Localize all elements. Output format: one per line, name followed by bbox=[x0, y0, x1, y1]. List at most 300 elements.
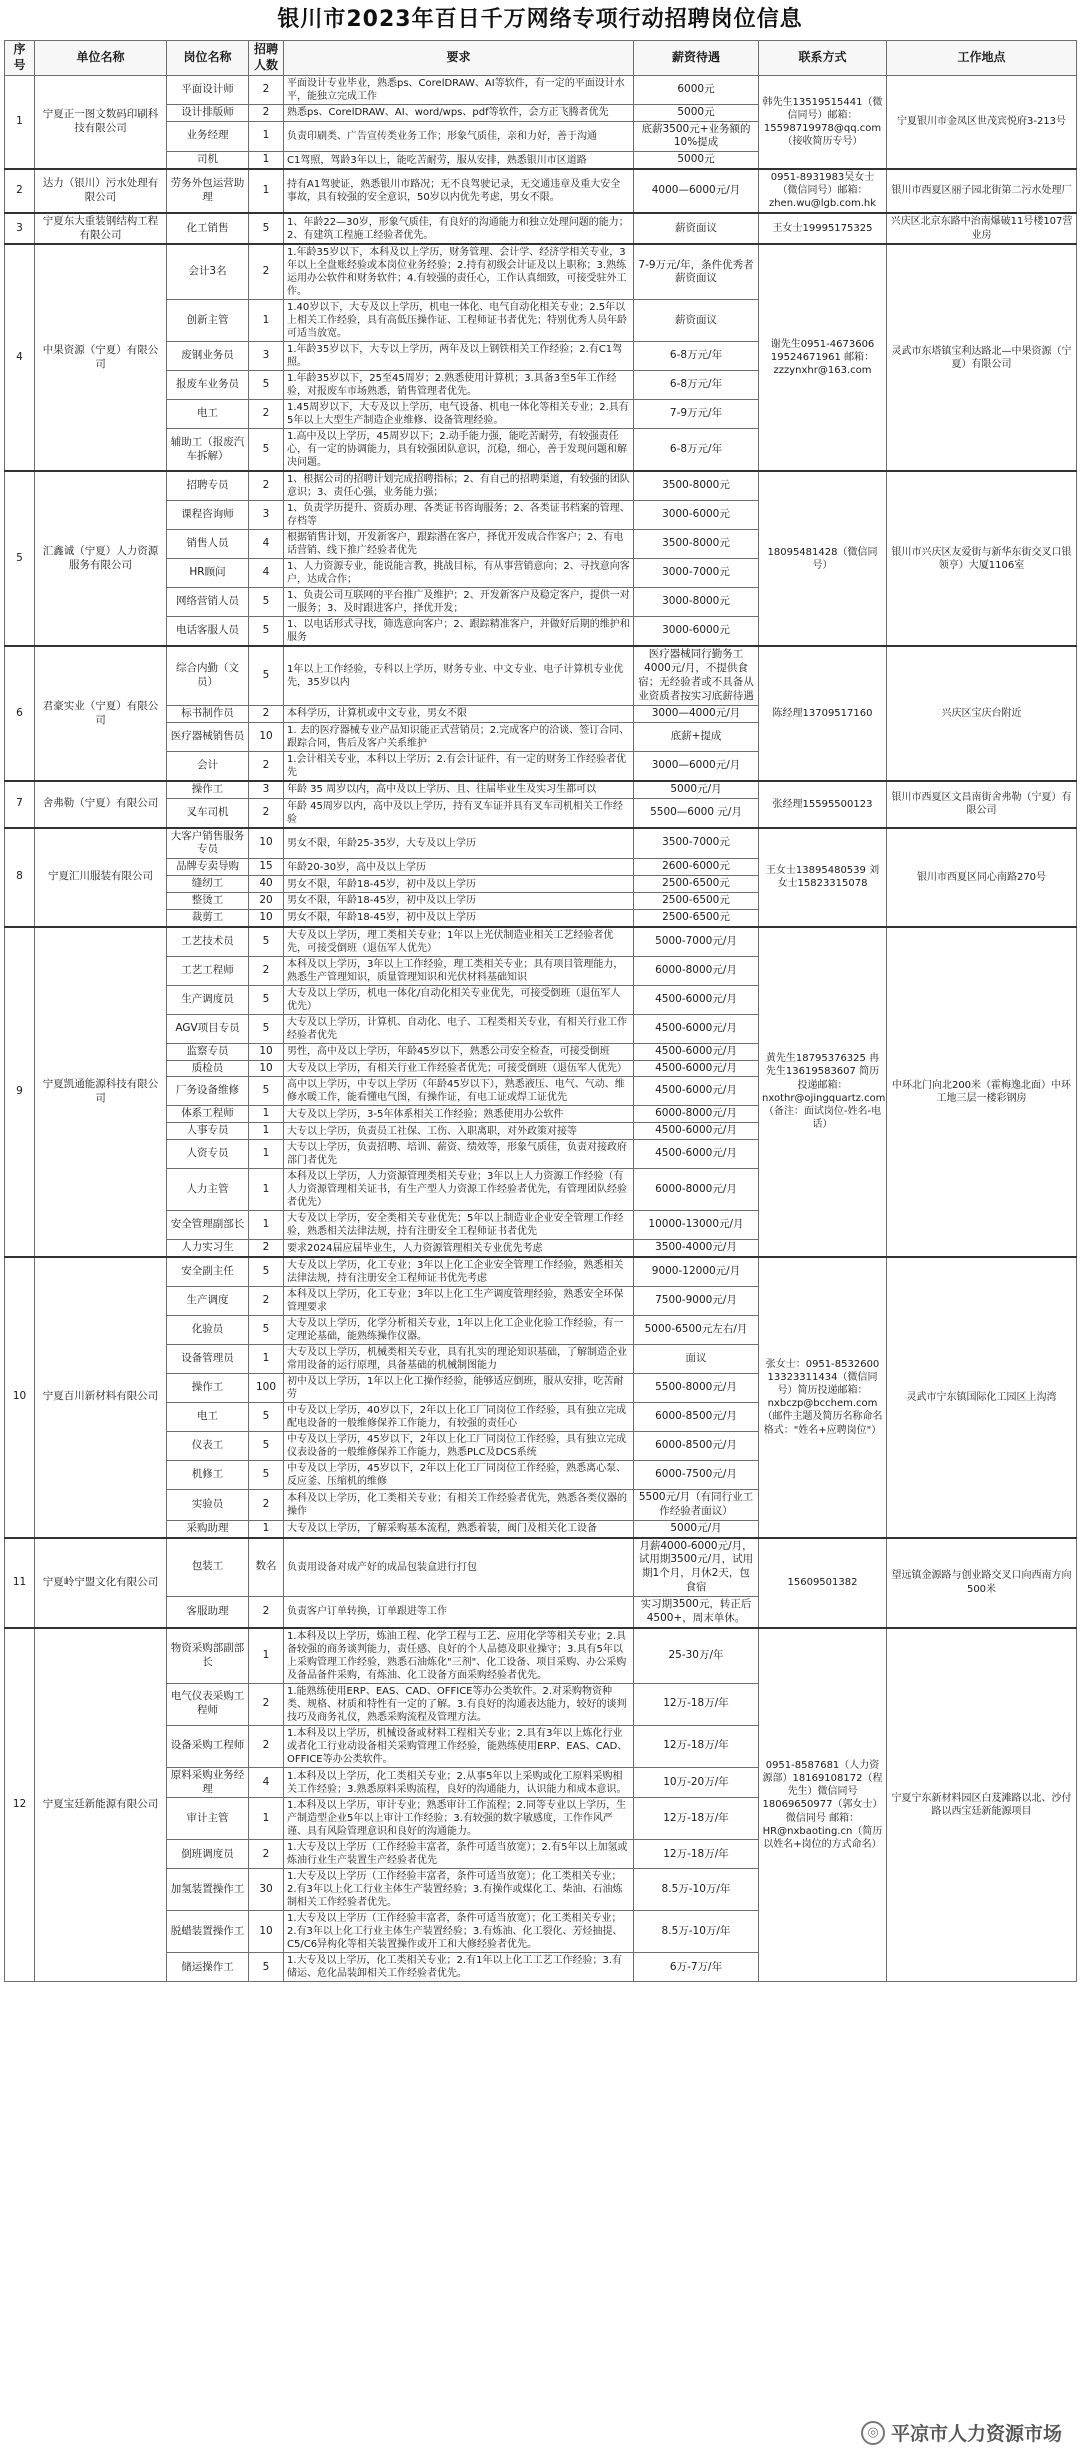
contact-info: 0951-8587681（人力资源部）18169108172（程先生）微信同号 18069650977（郭女士）微信同号 邮箱：HR@nxbaoting.cn（简历以姓名+岗位的方式命名） bbox=[759, 1628, 887, 1982]
job-title: 业务经理 bbox=[167, 121, 249, 152]
salary: 5500元/月（有同行业工作经验者面议） bbox=[634, 1489, 759, 1520]
job-title: 生产调度员 bbox=[167, 985, 249, 1014]
salary: 4500-6000元/月 bbox=[634, 1140, 759, 1169]
watermark-text: 平凉市人力资源市场 bbox=[890, 2423, 1062, 2445]
hire-count: 5 bbox=[249, 1431, 284, 1460]
salary: 6-8万元/年 bbox=[634, 342, 759, 371]
job-title: 客服助理 bbox=[167, 1597, 249, 1628]
hire-count: 2 bbox=[249, 400, 284, 429]
job-requirements: 大专及以上学历，机械类相关专业，具有扎实的理论知识基础，了解制造企业常用设备的运行原理，具备基础的机械制图能力 bbox=[284, 1344, 634, 1373]
job-title: 创新主管 bbox=[167, 300, 249, 342]
job-title: 整烫工 bbox=[167, 892, 249, 909]
hire-count: 5 bbox=[249, 1460, 284, 1489]
work-location: 兴庆区宝庆台附近 bbox=[887, 646, 1077, 780]
job-title: 原料采购业务经理 bbox=[167, 1767, 249, 1798]
job-requirements: 1.高中及以上学历，45周岁以下；2.动手能力强，能吃苦耐劳，有较强责任心，有一定的协调能力，具有较强团队意识，沉稳，细心，善于发现问题和解决问题。 bbox=[284, 429, 634, 472]
salary: 3500-4000元/月 bbox=[634, 1240, 759, 1257]
column-header: 单位名称 bbox=[35, 41, 167, 76]
salary: 6000-8500元/月 bbox=[634, 1402, 759, 1431]
salary: 9000-12000元/月 bbox=[634, 1257, 759, 1287]
job-title: 电话客服人员 bbox=[167, 617, 249, 647]
hire-count: 10 bbox=[249, 1043, 284, 1060]
job-requirements: 年龄 35 周岁以内，高中及以上学历、且、往届毕业生及实习生都可以 bbox=[284, 781, 634, 798]
hire-count: 4 bbox=[249, 530, 284, 559]
job-title: 工艺工程师 bbox=[167, 956, 249, 985]
job-title: 人事专员 bbox=[167, 1123, 249, 1140]
job-requirements: 根据销售计划，开发新客户，跟踪潜在客户，择优开发成合作客户；2、有电话营销、线下推广经验者优先 bbox=[284, 530, 634, 559]
job-title: 设计排版师 bbox=[167, 104, 249, 121]
job-requirements: 年龄 45周岁以内，高中及以上学历，持有叉车证并具有叉车司机相关工作经验 bbox=[284, 798, 634, 828]
salary: 面议 bbox=[634, 1344, 759, 1373]
salary: 3000—6000元/月 bbox=[634, 751, 759, 781]
hire-count: 3 bbox=[249, 781, 284, 798]
salary: 5500—6000 元/月 bbox=[634, 798, 759, 828]
job-title: 叉车司机 bbox=[167, 798, 249, 828]
work-location: 宁夏银川市金凤区世茂宾悦府3-213号 bbox=[887, 75, 1077, 169]
hire-count: 15 bbox=[249, 859, 284, 876]
job-title: 安全副主任 bbox=[167, 1257, 249, 1287]
hire-count: 1 bbox=[249, 121, 284, 152]
row-number: 12 bbox=[5, 1628, 35, 1982]
job-requirements: 男女不限，年龄25-35岁，大专及以上学历 bbox=[284, 828, 634, 859]
job-requirements: 平面设计专业毕业，熟悉ps、CorelDRAW、AI等软件，有一定的平面设计水平，能独立完成工作 bbox=[284, 75, 634, 104]
work-location: 银川市西夏区文昌南街舍弗勒（宁夏）有限公司 bbox=[887, 781, 1077, 828]
salary: 8.5万-10万/年 bbox=[634, 1869, 759, 1911]
job-title: AGV项目专员 bbox=[167, 1014, 249, 1043]
salary: 6-8万元/年 bbox=[634, 429, 759, 472]
column-header: 要求 bbox=[284, 41, 634, 76]
row-number: 10 bbox=[5, 1257, 35, 1538]
hire-count: 1 bbox=[249, 1211, 284, 1240]
salary: 薪资面议 bbox=[634, 213, 759, 245]
job-requirements: 负责印刷类、广告宣传类业务工作；形象气质佳，亲和力好，善于沟通 bbox=[284, 121, 634, 152]
contact-info: 王女士19995175325 bbox=[759, 213, 887, 245]
hire-count: 5 bbox=[249, 1315, 284, 1344]
job-requirements: 大专及以上学历，理工类相关专业；1年以上光伏制造业相关工艺经验者优先，可接受倒班（退伍军人优先） bbox=[284, 927, 634, 957]
job-requirements: 1.年龄35岁以下，25至45周岁；2.熟悉使用计算机；3.具备3至5年工作经验，对报废车市场熟悉，销售管理者优先。 bbox=[284, 371, 634, 400]
salary: 4500-6000元/月 bbox=[634, 1014, 759, 1043]
job-title: 实验员 bbox=[167, 1489, 249, 1520]
job-title: 电气仪表采购工程师 bbox=[167, 1683, 249, 1725]
hire-count: 5 bbox=[249, 617, 284, 647]
job-requirements: 1.45周岁以下，大专及以上学历，电气设备、机电一体化等相关专业；2.具有5年以上大型生产制造企业维修、设备管理经验。 bbox=[284, 400, 634, 429]
job-title: 倒班调度员 bbox=[167, 1840, 249, 1869]
salary: 2500-6500元 bbox=[634, 909, 759, 926]
job-title: 品牌专卖导购 bbox=[167, 859, 249, 876]
salary: 12万-18万/年 bbox=[634, 1725, 759, 1767]
job-title: 电工 bbox=[167, 1402, 249, 1431]
job-requirements: 中专及以上学历，45岁以下，2年以上化工厂同岗位工作经验，熟悉离心泵、反应釜、压缩机的维修 bbox=[284, 1460, 634, 1489]
contact-info: 0951-8931983吴女士（微信同号）邮箱：zhen.wu@lgb.com.hk bbox=[759, 169, 887, 213]
job-requirements: 1、负责学历提升、资质办理、各类证书咨询服务；2、各类证书档案的管理、存档等 bbox=[284, 501, 634, 530]
row-number: 5 bbox=[5, 471, 35, 646]
hire-count: 2 bbox=[249, 1286, 284, 1315]
salary: 3000-8000元 bbox=[634, 588, 759, 617]
job-title: 标书制作员 bbox=[167, 705, 249, 722]
salary: 5000元/月 bbox=[634, 781, 759, 798]
job-title: 会计3名 bbox=[167, 244, 249, 300]
job-requirements: 1、人力资源专业，能说能言教，挑战目标，有从事营销意向；2、寻找意向客户，达成合作； bbox=[284, 559, 634, 588]
job-title: 化工销售 bbox=[167, 213, 249, 245]
contact-info: 谢先生0951-4673606 19524671961 邮箱：zzzynxhr@163.com bbox=[759, 244, 887, 471]
company-name: 汇鑫诚（宁夏）人力资源服务有限公司 bbox=[35, 471, 167, 646]
contact-info: 15609501382 bbox=[759, 1538, 887, 1628]
hire-count: 2 bbox=[249, 1240, 284, 1257]
salary: 2500-6500元 bbox=[634, 892, 759, 909]
job-listing-document bbox=[4, 0, 1076, 1982]
hire-count: 30 bbox=[249, 1869, 284, 1911]
job-requirements: 1.能熟练使用ERP、EAS、CAD、OFFICE等办公类软件。2.对采购物资种类、规格、材质和特性有一定的了解。3.有良好的沟通表达能力，较好的谈判技巧及商务礼仪，熟悉采购流程及管理方法。 bbox=[284, 1683, 634, 1725]
hire-count: 2 bbox=[249, 1683, 284, 1725]
company-name: 宁夏汇川服装有限公司 bbox=[35, 828, 167, 927]
job-title: 设备管理员 bbox=[167, 1344, 249, 1373]
hire-count: 2 bbox=[249, 1725, 284, 1767]
job-requirements: 大专及以上学历，有相关行业工作经验者优先；可接受倒班（退伍军人优先） bbox=[284, 1060, 634, 1077]
hire-count: 2 bbox=[249, 705, 284, 722]
job-requirements: 大专及以上学历，机电一体化/自动化相关专业优先，可接受倒班（退伍军人优先） bbox=[284, 985, 634, 1014]
company-name: 宁夏宝廷新能源有限公司 bbox=[35, 1628, 167, 1982]
contact-info: 黄先生18795376325 冉先生13619583607 简历投递邮箱：nxothr@ojingquartz.com（备注：面试岗位-姓名-电话） bbox=[759, 927, 887, 1257]
hire-count: 5 bbox=[249, 646, 284, 705]
table-row bbox=[5, 646, 1077, 705]
job-requirements: 本科及以上学历，3年以上工作经验，理工类相关专业；具有项目管理能力，熟悉生产管理知识，质量管理知识和光伏材料基础知识 bbox=[284, 956, 634, 985]
job-table bbox=[4, 40, 1077, 1982]
company-name: 宁夏岭宁盟文化有限公司 bbox=[35, 1538, 167, 1628]
salary: 10万-20万/年 bbox=[634, 1767, 759, 1798]
hire-count: 10 bbox=[249, 828, 284, 859]
job-requirements: 男性，高中及以上学历，年龄45岁以下，熟悉公司安全检查，可接受倒班 bbox=[284, 1043, 634, 1060]
job-title: 大客户销售服务专员 bbox=[167, 828, 249, 859]
hire-count: 2 bbox=[249, 956, 284, 985]
job-title: 医疗器械销售员 bbox=[167, 722, 249, 751]
salary: 5000元 bbox=[634, 152, 759, 169]
job-title: 人力主管 bbox=[167, 1169, 249, 1211]
job-requirements: 中专及以上学历，40岁以下，2年以上化工厂同岗位工作经验，具有独立完成配电设备的一般维修保养工作能力，有较强的责任心 bbox=[284, 1402, 634, 1431]
salary: 月薪4000-6000元/月，试用期3500元/月，试用期1个月，月休2天，包食宿 bbox=[634, 1538, 759, 1597]
row-number: 11 bbox=[5, 1538, 35, 1628]
job-title: 电工 bbox=[167, 400, 249, 429]
contact-info: 张女士：0951-8532600 13323311434（微信同号）简历投递邮箱：nxbczp@bcchem.com（邮件主题及简历名称命名格式："姓名+应聘岗位"） bbox=[759, 1257, 887, 1538]
job-title: 质检员 bbox=[167, 1060, 249, 1077]
job-requirements: 熟悉ps、CorelDRAW、AI、word/wps、pdf等软件，会方正飞腾者优先 bbox=[284, 104, 634, 121]
salary: 医疗器械同行勤务工4000元/月，不提供食宿；无经验者或不具备从业资质者按实习底薪待遇 bbox=[634, 646, 759, 705]
job-title: 化验员 bbox=[167, 1315, 249, 1344]
job-requirements: 1.本科及以上学历，炼油工程、化学工程与工艺、应用化学等相关专业；2.具备较强的商务谈判能力，责任感、良好的个人品德及职业操守；3.具有5年以上采购管理工作经验，熟悉石油炼化"三剂"、化工设备、项目采购、办公采购及备品备件采购，有炼油、化工设备方面采购经验者优先。 bbox=[284, 1628, 634, 1684]
row-number: 7 bbox=[5, 781, 35, 828]
job-requirements: 高中以上学历，中专以上学历（年龄45岁以下），熟悉液压、电气、气动、维修水暖工作，能看懂电气图，有操作证，有电工证或焊工证优先 bbox=[284, 1077, 634, 1106]
table-row bbox=[5, 927, 1077, 957]
job-title: 网络营销人员 bbox=[167, 588, 249, 617]
job-requirements: C1驾照，驾龄3年以上，能吃苦耐劳，服从安排，熟悉银川市区道路 bbox=[284, 152, 634, 169]
row-number: 3 bbox=[5, 213, 35, 245]
row-number: 1 bbox=[5, 75, 35, 169]
salary: 12万-18万/年 bbox=[634, 1840, 759, 1869]
table-row bbox=[5, 169, 1077, 213]
salary: 6000-8000元/月 bbox=[634, 1169, 759, 1211]
table-body bbox=[5, 75, 1077, 1982]
job-requirements: 大专及以上学历，化学分析相关专业，1年以上化工企业化验工作经验，有一定理论基础，能熟练操作仪器。 bbox=[284, 1315, 634, 1344]
job-title: 综合内勤（文员） bbox=[167, 646, 249, 705]
contact-info: 陈经理13709517160 bbox=[759, 646, 887, 780]
salary: 5000-7000元/月 bbox=[634, 927, 759, 957]
row-number: 6 bbox=[5, 646, 35, 780]
hire-count: 数名 bbox=[249, 1538, 284, 1597]
hire-count: 10 bbox=[249, 1911, 284, 1953]
job-title: HR顾问 bbox=[167, 559, 249, 588]
work-location: 灵武市宁东镇国际化工园区上沟湾 bbox=[887, 1257, 1077, 1538]
hire-count: 100 bbox=[249, 1373, 284, 1402]
company-name: 宁夏东大重装钢结构工程有限公司 bbox=[35, 213, 167, 245]
salary: 6000-7500元/月 bbox=[634, 1460, 759, 1489]
work-location: 银川市西夏区丽子园北街第二污水处理厂 bbox=[887, 169, 1077, 213]
job-title: 厂务设备维修 bbox=[167, 1077, 249, 1106]
job-requirements: 负责用设备对成产好的成品包装盒进行打包 bbox=[284, 1538, 634, 1597]
salary: 7-9万元/年，条件优秀者薪资面议 bbox=[634, 244, 759, 300]
table-row bbox=[5, 1628, 1077, 1684]
job-requirements: 1.本科及以上学历，审计专业；熟悉审计工作流程；2.同等专业以上学历，生产制造型企业5年以上审计工作经验；3.有较强的数字敏感度，工作作风严谨、具有风险管理意识和良好的沟通能力。 bbox=[284, 1798, 634, 1840]
hire-count: 2 bbox=[249, 751, 284, 781]
job-title: 平面设计师 bbox=[167, 75, 249, 104]
hire-count: 5 bbox=[249, 1402, 284, 1431]
table-row bbox=[5, 828, 1077, 859]
salary: 薪资面议 bbox=[634, 300, 759, 342]
salary: 7500-9000元/月 bbox=[634, 1286, 759, 1315]
job-requirements: 大专及以上学历，安全类相关专业优先；5年以上制造业企业安全管理工作经验，熟悉相关法律法规，持有注册安全工程师证书者优先 bbox=[284, 1211, 634, 1240]
salary: 底薪+提成 bbox=[634, 722, 759, 751]
salary: 6万-7万/年 bbox=[634, 1953, 759, 1982]
row-number: 4 bbox=[5, 244, 35, 471]
column-header: 岗位名称 bbox=[167, 41, 249, 76]
work-location: 银川市兴庆区友爱街与新华东街交叉口银领亨）大厦1106室 bbox=[887, 471, 1077, 646]
table-row bbox=[5, 75, 1077, 104]
salary: 4500-6000元/月 bbox=[634, 1043, 759, 1060]
job-title: 设备采购工程师 bbox=[167, 1725, 249, 1767]
hire-count: 4 bbox=[249, 1767, 284, 1798]
table-row bbox=[5, 1538, 1077, 1597]
job-requirements: 1.40岁以下，大专及以上学历，机电一体化、电气自动化相关专业；2.5年以上相关工作经验，具有高低压操作证、工程师证书者优先；特别优秀人员年龄可适当放宽。 bbox=[284, 300, 634, 342]
hire-count: 2 bbox=[249, 1840, 284, 1869]
salary: 5000元 bbox=[634, 104, 759, 121]
hire-count: 5 bbox=[249, 1077, 284, 1106]
company-name: 达力（银川）污水处理有限公司 bbox=[35, 169, 167, 213]
salary: 6000元 bbox=[634, 75, 759, 104]
hire-count: 3 bbox=[249, 501, 284, 530]
column-header: 联系方式 bbox=[759, 41, 887, 76]
company-name: 宁夏凯通能源科技有限公司 bbox=[35, 927, 167, 1257]
job-requirements: 1、以电话形式寻找，筛选意向客户；2、跟踪精准客户，并做好后期的维护和服务 bbox=[284, 617, 634, 647]
job-title: 会计 bbox=[167, 751, 249, 781]
job-requirements: 1.大专及以上学历（工作经验丰富者，条件可适当放宽）；化工类相关专业；2.有3年以上化工行业主体生产装置经验；3.有操作或煤化工、柴油、石油炼制相关工作经验者优先。 bbox=[284, 1869, 634, 1911]
salary: 6000-8500元/月 bbox=[634, 1431, 759, 1460]
job-requirements: 大专及以上学历，了解采购基本流程，熟悉着装，阀门及相关化工设备 bbox=[284, 1520, 634, 1537]
salary: 3500-7000元 bbox=[634, 828, 759, 859]
job-requirements: 负责客户订单转换，订单跟进等工作 bbox=[284, 1597, 634, 1628]
table-header-row bbox=[5, 41, 1077, 76]
hire-count: 1 bbox=[249, 1106, 284, 1123]
work-location: 兴庆区北京东路中治南爆破11号楼107营业房 bbox=[887, 213, 1077, 245]
hire-count: 5 bbox=[249, 985, 284, 1014]
job-requirements: 1.本科及以上学历，化工类相关专业；2.从事5年以上采购或化工原料采购相关工作经验；3.熟悉原料采购流程，良好的沟通能力，认识能力和成本意识。 bbox=[284, 1767, 634, 1798]
salary: 8.5万-10万/年 bbox=[634, 1911, 759, 1953]
job-title: 工艺技术员 bbox=[167, 927, 249, 957]
work-location: 中环北门向北200米（霍梅逸北面）中环工地三层一楼彩钢房 bbox=[887, 927, 1077, 1257]
table-row bbox=[5, 213, 1077, 245]
hire-count: 2 bbox=[249, 244, 284, 300]
document-title: 银川市2023年百日千万网络专项行动招聘岗位信息 bbox=[277, 7, 803, 32]
job-requirements: 年龄20-30岁，高中及以上学历 bbox=[284, 859, 634, 876]
hire-count: 1 bbox=[249, 1798, 284, 1840]
hire-count: 40 bbox=[249, 876, 284, 893]
hire-count: 2 bbox=[249, 471, 284, 501]
job-title: 劳务外包运营助理 bbox=[167, 169, 249, 213]
hire-count: 10 bbox=[249, 909, 284, 926]
job-title: 储运操作工 bbox=[167, 1953, 249, 1982]
job-requirements: 大专以上学历，负责员工社保、工伤、入职离职，对外政策对接等 bbox=[284, 1123, 634, 1140]
hire-count: 2 bbox=[249, 104, 284, 121]
job-title: 采购助理 bbox=[167, 1520, 249, 1537]
salary: 6000-8000元/月 bbox=[634, 956, 759, 985]
row-number: 8 bbox=[5, 828, 35, 927]
salary: 3000—4000元/月 bbox=[634, 705, 759, 722]
hire-count: 5 bbox=[249, 1257, 284, 1287]
job-requirements: 1.年龄35岁以下，本科及以上学历，财务管理、会计学、经济学相关专业，3年以上全盘账经验或本岗位业务经验；2.持有初级会计证及以上职称；3.熟练运用办公软件和财务软件；4.有较强的责任心，工作认真细致，可接受驻外工作。 bbox=[284, 244, 634, 300]
salary: 3000-6000元 bbox=[634, 617, 759, 647]
hire-count: 5 bbox=[249, 1953, 284, 1982]
salary: 4000—6000元/月 bbox=[634, 169, 759, 213]
salary: 4500-6000元/月 bbox=[634, 1060, 759, 1077]
job-requirements: 中专及以上学历，45岁以下，2年以上化工厂同岗位工作经验，具有独立完成仪表设备的一般维修保养工作能力，熟悉PLC及DCS系统 bbox=[284, 1431, 634, 1460]
hire-count: 4 bbox=[249, 559, 284, 588]
job-title: 监察专员 bbox=[167, 1043, 249, 1060]
salary: 5000-6500元左右/月 bbox=[634, 1315, 759, 1344]
salary: 12万-18万/年 bbox=[634, 1683, 759, 1725]
table-row bbox=[5, 781, 1077, 798]
job-title: 废钢业务员 bbox=[167, 342, 249, 371]
job-title: 缝纫工 bbox=[167, 876, 249, 893]
job-requirements: 大专及以上学历，化工专业；3年以上化工企业安全管理工作经验，熟悉相关法律法规，持有注册安全工程师证书优先考虑 bbox=[284, 1257, 634, 1287]
hire-count: 5 bbox=[249, 927, 284, 957]
hire-count: 5 bbox=[249, 429, 284, 472]
job-title: 加氢装置操作工 bbox=[167, 1869, 249, 1911]
hire-count: 2 bbox=[249, 75, 284, 104]
salary: 5500-8000元/月 bbox=[634, 1373, 759, 1402]
job-requirements: 本科及以上学历，化工专业；3年以上化工生产调度管理经验，熟悉安全环保管理要求 bbox=[284, 1286, 634, 1315]
hire-count: 1 bbox=[249, 300, 284, 342]
job-title: 脱蜡装置操作工 bbox=[167, 1911, 249, 1953]
salary: 6-8万元/年 bbox=[634, 371, 759, 400]
job-requirements: 1、年龄22—30岁，形象气质佳，有良好的沟通能力和独立处理问题的能力；2、有建筑工程施工经验者优先。 bbox=[284, 213, 634, 245]
hire-count: 1 bbox=[249, 1140, 284, 1169]
salary: 5000元/月 bbox=[634, 1520, 759, 1537]
salary: 2500-6500元 bbox=[634, 876, 759, 893]
salary: 3500-8000元 bbox=[634, 530, 759, 559]
job-requirements: 1.年龄35岁以下，大专以上学历，两年及以上钢铁相关工作经验；2.有C1驾照。 bbox=[284, 342, 634, 371]
hire-count: 5 bbox=[249, 213, 284, 245]
job-requirements: 1.大专及以上学历（工作经验丰富者，条件可适当放宽）；2.有5年以上加氢或炼油行业生产装置生产经验者优先 bbox=[284, 1840, 634, 1869]
job-requirements: 持有A1驾驶证，熟悉银川市路况；无不良驾驶记录，无交通违章及重大安全事故，具有较强的安全意识，50岁以内优先考虑，男女不限。 bbox=[284, 169, 634, 213]
job-requirements: 1、负责公司互联网的平台推广及维护；2、开发新客户及稳定客户，提供一对一服务；3、及时跟进客户，择优开发； bbox=[284, 588, 634, 617]
column-header: 序号 bbox=[5, 41, 35, 76]
salary: 4500-6000元/月 bbox=[634, 1123, 759, 1140]
contact-info: 张经理15595500123 bbox=[759, 781, 887, 828]
hire-count: 2 bbox=[249, 1489, 284, 1520]
hire-count: 20 bbox=[249, 892, 284, 909]
column-header: 工作地点 bbox=[887, 41, 1077, 76]
company-name: 中果资源（宁夏）有限公司 bbox=[35, 244, 167, 471]
row-number: 9 bbox=[5, 927, 35, 1257]
watermark bbox=[855, 2417, 1068, 2448]
job-title: 包装工 bbox=[167, 1538, 249, 1597]
job-title: 操作工 bbox=[167, 1373, 249, 1402]
job-title: 裁剪工 bbox=[167, 909, 249, 926]
job-requirements: 1、根据公司的招聘计划完成招聘指标；2、有自己的招聘渠道，有较强的团队意识；3、责任心强，业务能力强； bbox=[284, 471, 634, 501]
job-title: 体系工程师 bbox=[167, 1106, 249, 1123]
work-location: 望远镇金源路与创业路交叉口向西南方向500米 bbox=[887, 1538, 1077, 1628]
salary: 底薪3500元+业务额的10%提成 bbox=[634, 121, 759, 152]
job-title: 报废车业务员 bbox=[167, 371, 249, 400]
job-requirements: 1.大专及以上学历（工作经验丰富者，条件可适当放宽）；化工类相关专业；2.有3年以上化工行业主体生产装置经验；3.有炼油、化工裂化、芳烃抽提、C5/C6异构化等相关装置操作或开工和大修经验者优先。 bbox=[284, 1911, 634, 1953]
job-title: 辅助工（报废汽车拆解） bbox=[167, 429, 249, 472]
job-requirements: 本科学历，计算机或中文专业，男女不限 bbox=[284, 705, 634, 722]
column-header: 薪资待遇 bbox=[634, 41, 759, 76]
hire-count: 5 bbox=[249, 588, 284, 617]
salary: 实习期3500元，转正后4500+，周末单休。 bbox=[634, 1597, 759, 1628]
job-requirements: 大专及以上学历，3-5年体系相关工作经验；熟悉使用办公软件 bbox=[284, 1106, 634, 1123]
work-location: 宁夏宁东新材料园区白芨滩路以北、沙付路以西宝廷新能源项目 bbox=[887, 1628, 1077, 1982]
job-requirements: 要求2024届应届毕业生，人力资源管理相关专业优先考虑 bbox=[284, 1240, 634, 1257]
job-requirements: 大专以上学历，负责招聘、培训、薪资、绩效等，形象气质佳，负责对接政府部门者优先 bbox=[284, 1140, 634, 1169]
table-row bbox=[5, 1257, 1077, 1287]
hire-count: 10 bbox=[249, 722, 284, 751]
work-location: 灵武市东塔镇宝利达路北—中果资源（宁夏）有限公司 bbox=[887, 244, 1077, 471]
table-row bbox=[5, 244, 1077, 300]
salary: 12万-18万/年 bbox=[634, 1798, 759, 1840]
job-title: 审计主管 bbox=[167, 1798, 249, 1840]
salary: 25-30万/年 bbox=[634, 1628, 759, 1684]
hire-count: 1 bbox=[249, 1169, 284, 1211]
salary: 7-9万元/年 bbox=[634, 400, 759, 429]
job-requirements: 初中及以上学历，1年以上化工操作经验，能够适应倒班，服从安排，吃苦耐劳 bbox=[284, 1373, 634, 1402]
contact-info: 18095481428（微信同号） bbox=[759, 471, 887, 646]
job-title: 安全管理副部长 bbox=[167, 1211, 249, 1240]
salary: 3500-8000元 bbox=[634, 471, 759, 501]
job-title: 销售人员 bbox=[167, 530, 249, 559]
hire-count: 1 bbox=[249, 1628, 284, 1684]
salary: 3000-6000元 bbox=[634, 501, 759, 530]
job-title: 人资专员 bbox=[167, 1140, 249, 1169]
work-location: 银川市西夏区同心南路270号 bbox=[887, 828, 1077, 927]
hire-count: 2 bbox=[249, 1597, 284, 1628]
company-name: 舍弗勒（宁夏）有限公司 bbox=[35, 781, 167, 828]
job-requirements: 1. 去的医疗器械专业产品知识能正式营销员；2.完成客户的洽谈、签订合同、跟踪合同，售后及客户关系维护 bbox=[284, 722, 634, 751]
hire-count: 10 bbox=[249, 1060, 284, 1077]
hire-count: 1 bbox=[249, 169, 284, 213]
job-requirements: 男女不限，年龄18-45岁，初中及以上学历 bbox=[284, 892, 634, 909]
job-requirements: 男女不限，年龄18-45岁，初中及以上学历 bbox=[284, 876, 634, 893]
salary: 4500-6000元/月 bbox=[634, 1077, 759, 1106]
job-requirements: 1年以上工作经验，专科以上学历，财务专业、中文专业、电子计算机专业优先，35岁以内 bbox=[284, 646, 634, 705]
job-requirements: 本科及以上学历，化工类相关专业；有相关工作经验者优先，熟悉各类仪器的操作 bbox=[284, 1489, 634, 1520]
company-name: 宁夏百川新材料有限公司 bbox=[35, 1257, 167, 1538]
job-title: 招聘专员 bbox=[167, 471, 249, 501]
hire-count: 2 bbox=[249, 798, 284, 828]
job-requirements: 1.本科及以上学历，机械设备或材料工程相关专业；2.具有3年以上炼化行业或者化工行业动设备相关采购管理工作经验，能熟练使用ERP、EAS、CAD、OFFICE等办公类软件。 bbox=[284, 1725, 634, 1767]
hire-count: 1 bbox=[249, 1344, 284, 1373]
row-number: 2 bbox=[5, 169, 35, 213]
company-name: 宁夏正一图文数码印刷科技有限公司 bbox=[35, 75, 167, 169]
salary: 3000-7000元 bbox=[634, 559, 759, 588]
company-name: 君豪实业（宁夏）有限公司 bbox=[35, 646, 167, 780]
